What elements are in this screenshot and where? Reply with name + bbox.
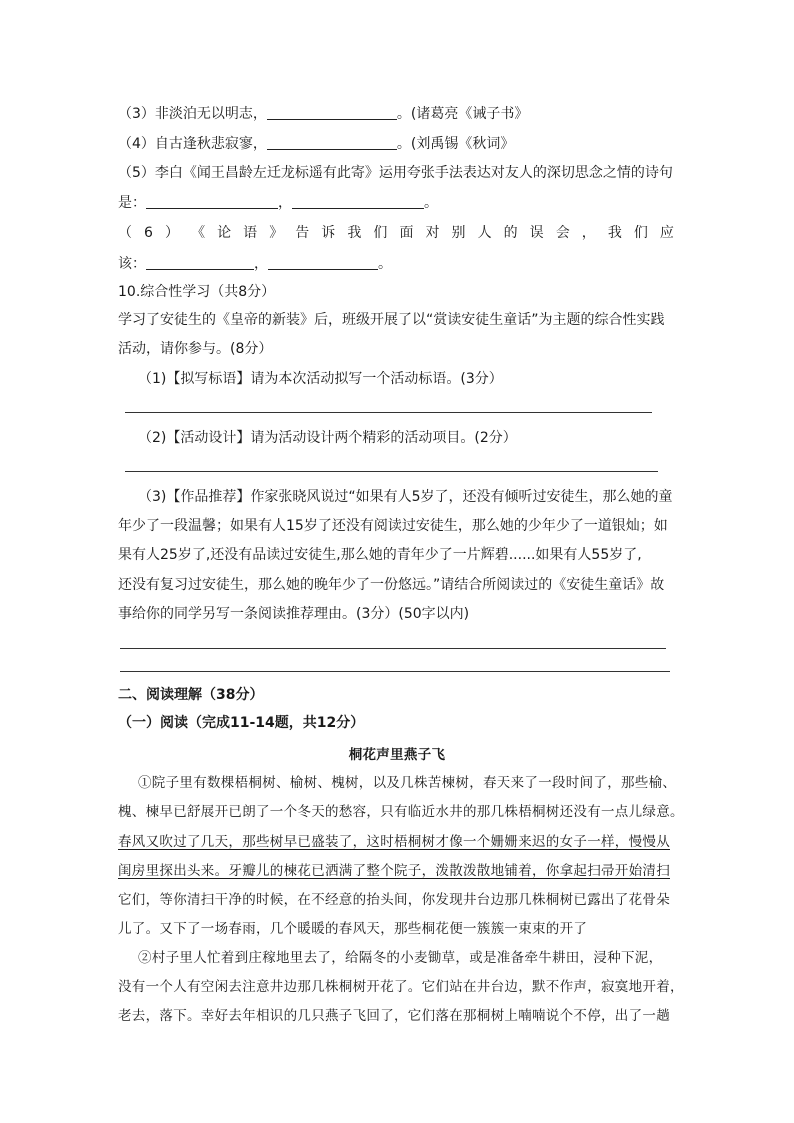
p2-line2: 没有一个人有空闲去注意井边那几株桐树开花了。它们站在井台边，默不作声，寂寞地开着， — [118, 979, 684, 995]
q10-sub1: （1)【拟写标语】请为本次活动拟写一个活动标语。(3分） — [138, 371, 503, 387]
q6-char: 们 — [633, 225, 648, 241]
q10-sub3-line3: 果有人25岁了,还没有品读过安徒生,那么她的青年少了一片辉碧......如果有人55岁了, — [118, 547, 642, 563]
section-2-sub-heading: （一）阅读（完成11-14题，共12分） — [118, 715, 365, 731]
q10-sub3-line1: （3)【作品推荐】作家张晓风说过“如果有人5岁了，还没有倾听过安徒生，那么她的童 — [138, 489, 673, 505]
q10-sub2: （2)【活动设计】请为活动设计两个精彩的活动项目。(2分） — [138, 430, 517, 446]
q6-char: 们 — [373, 225, 388, 241]
q4-answer-blank[interactable] — [267, 134, 397, 150]
p1-line5: 它们，等你清扫干净的时候，在不经意的抬头间，你发现井台边那几株桐树已露出了花骨朵 — [118, 892, 670, 908]
q4-text: （4）自古逢秋悲寂寥， — [118, 136, 267, 152]
q10-sub3-line2: 年少了一段温馨；如果有人15岁了还没有阅读过安徒生，那么她的少年少了一道银灿；如 — [118, 518, 668, 534]
q6-char: 对 — [425, 225, 440, 241]
q10-sub3-answer-line-2[interactable] — [120, 671, 670, 672]
q3-source: 。(诸葛亮《诫子书》 — [396, 106, 529, 122]
q5-answer-blank-1[interactable] — [146, 193, 278, 209]
p2-line3: 老去，落下。幸好去年相识的几只燕子飞回了，它们落在那桐树上喃喃说个不停，出了一趟 — [118, 1008, 670, 1024]
q6-char: （ — [118, 225, 132, 241]
q10-intro-line1: 学习了安徒生的《皇帝的新装》后，班级开展了以“赏读安徒生童话”为主题的综合性实践 — [118, 312, 665, 328]
q6-comma: ， — [254, 256, 268, 272]
q3-text: （3）非淡泊无以明志， — [118, 106, 267, 122]
q4-source: 。(刘禹锡《秋词》 — [396, 136, 515, 152]
q10-sub3-answer-line-1[interactable] — [120, 648, 666, 649]
q6-char: 误 — [529, 225, 544, 241]
q6-char: 告 — [295, 225, 310, 241]
q6-char: 面 — [399, 225, 414, 241]
q6-char: 我 — [347, 225, 362, 241]
p1-line6: 儿了。又下了一场春雨，几个暖暖的春风天，那些桐花便一簇簇一束束的开了 — [118, 921, 588, 937]
question-9-6-line1 — [118, 223, 674, 243]
q6-char: 》 — [269, 225, 284, 241]
q5-comma: ， — [278, 195, 292, 211]
q10-sub1-answer-line[interactable] — [125, 412, 652, 413]
q10-heading: 10.综合性学习（共8分） — [118, 284, 276, 300]
question-9-5-line2 — [118, 193, 438, 213]
article-title: 桐花声里燕子飞 — [348, 747, 446, 763]
p1-line3: 春风又吹过了几天，那些树早已盛装了，这时梧桐树才像一个姗姗来迟的女子一样，慢慢从 — [118, 834, 670, 850]
q6-period: 。 — [378, 256, 392, 272]
q5-period: 。 — [424, 195, 438, 211]
q10-sub2-answer-line[interactable] — [125, 471, 658, 472]
q6-char: 6 — [144, 225, 153, 241]
question-9-6-line2 — [118, 254, 392, 274]
question-9-3 — [118, 104, 528, 124]
q6-char: 的 — [503, 225, 518, 241]
q6-char: 应 — [659, 225, 674, 241]
q10-sub3-line5: 事给你的同学另写一条阅读推荐理由。(3分）(50字以内) — [118, 606, 470, 622]
q10-sub3-line4: 还没有复习过安徒生，那么她的晚年少了一份悠远。”请结合所阅读过的《安徒生童话》故 — [118, 577, 665, 593]
q6-char: 诉 — [321, 225, 336, 241]
q6-char: 《 — [191, 225, 206, 241]
p2-line1: ②村子里人忙着到庄稼地里去了，给隔冬的小麦锄草，或是准备牵牛耕田，浸种下泥， — [138, 950, 663, 966]
question-9-5-line1: （5）李白《闻王昌龄左迁龙标遥有此寄》运用夸张手法表达对友人的深切思念之情的诗句 — [118, 165, 673, 181]
question-9-4 — [118, 134, 514, 154]
q6-char: ） — [165, 225, 180, 241]
q6-char: 论 — [217, 225, 232, 241]
q6-char: 语 — [243, 225, 258, 241]
q6-char: 人 — [477, 225, 492, 241]
q6-prefix: 该： — [118, 256, 146, 272]
q5-prefix: 是： — [118, 195, 146, 211]
q10-intro-line2: 活动，请你参与。(8分） — [118, 341, 273, 357]
q6-char: ， — [581, 225, 596, 241]
section-2-heading: 二、阅读理解（38分） — [118, 687, 264, 703]
q3-answer-blank[interactable] — [267, 104, 397, 120]
q6-answer-blank-1[interactable] — [146, 254, 254, 270]
q6-char: 别 — [451, 225, 466, 241]
p1-line1: ①院子里有数棵梧桐树、榆树、槐树，以及几株苦楝树，春天来了一段时间了，那些榆、 — [138, 775, 677, 791]
q6-answer-blank-2[interactable] — [268, 254, 378, 270]
q6-char: 我 — [607, 225, 622, 241]
p1-line2: 槐、楝早已舒展开已朗了一个冬天的愁容，只有临近水井的那几株梧桐树还没有一点儿绿意。 — [118, 804, 684, 820]
p1-line4: 闺房里探出头来。牙瓣儿的楝花已洒满了整个院子，泼散泼散地铺着，你拿起扫帚开始清扫 — [118, 863, 670, 879]
q6-char: 会 — [555, 225, 570, 241]
q5-answer-blank-2[interactable] — [292, 193, 424, 209]
